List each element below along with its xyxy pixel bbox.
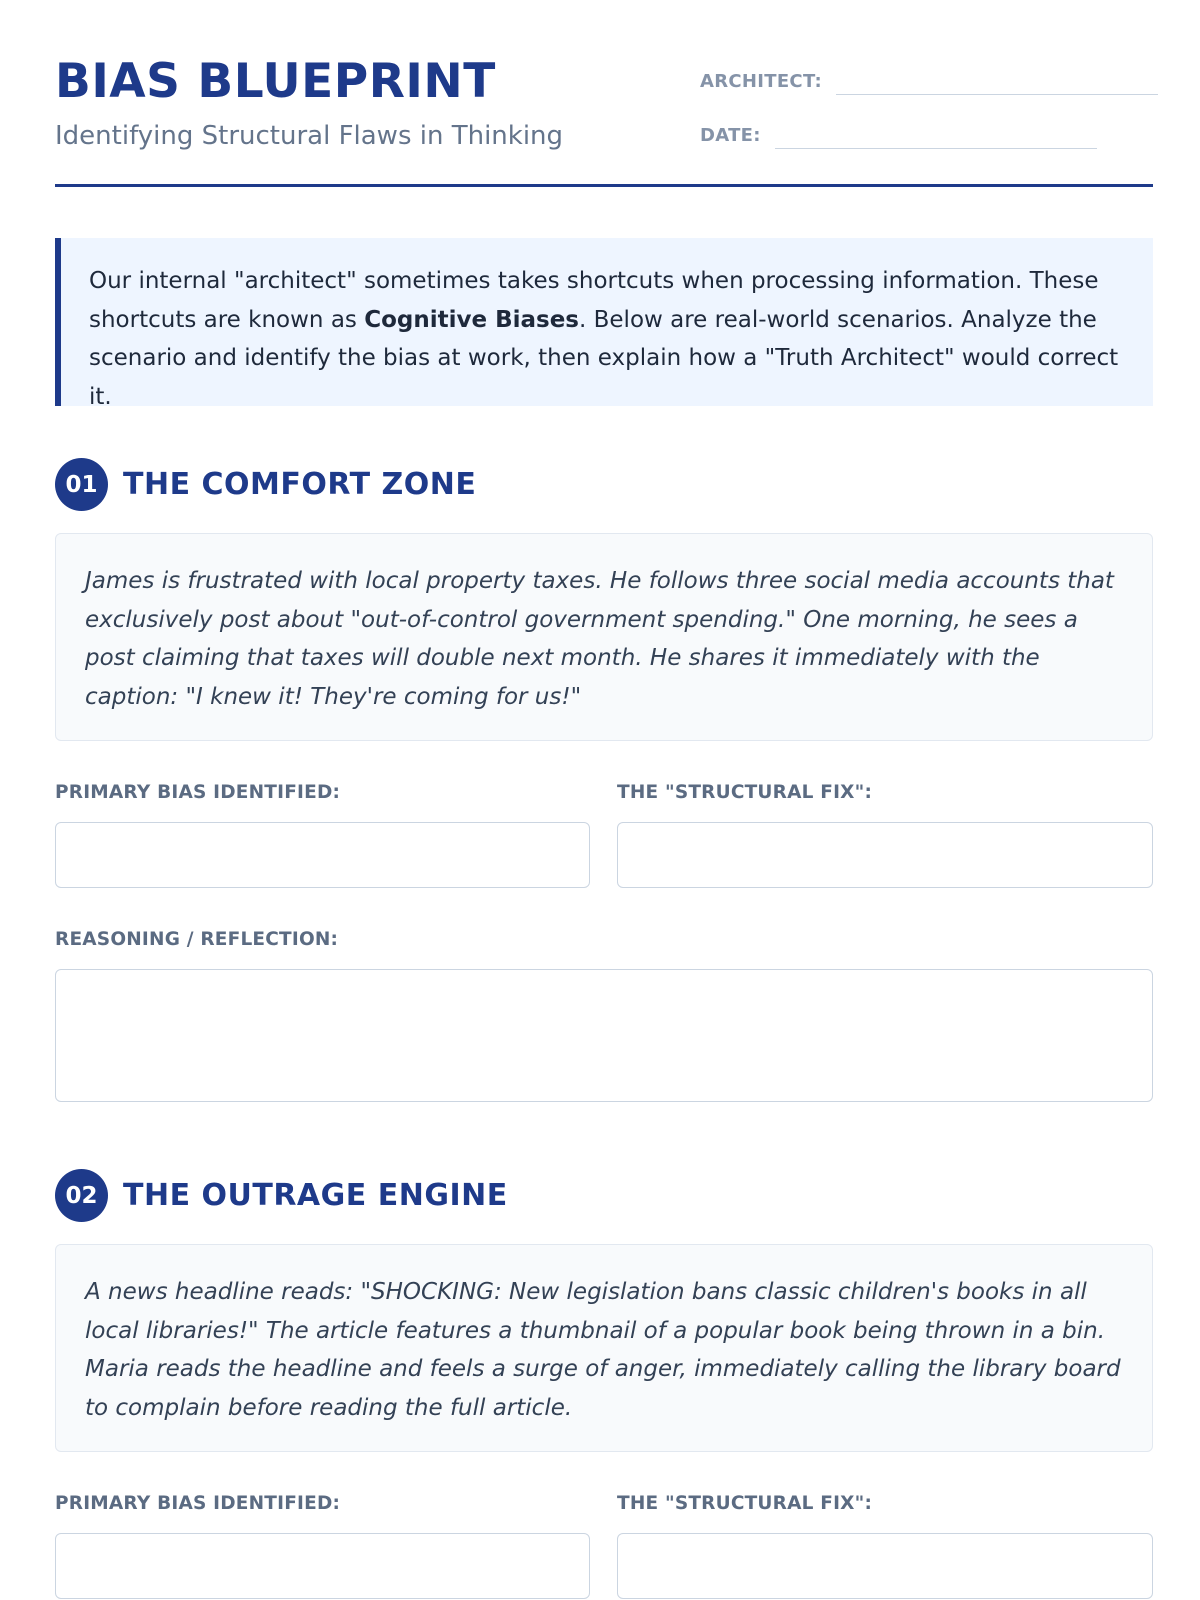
bias-input[interactable] [55,822,590,888]
scenario-box: A news headline reads: "SHOCKING: New legislation bans classic children's books in all local libraries!" The article features a thumbnail of a popular book being thrown in a bin. Maria reads the headline and feels a surge of anger, immediately calling the library board to complain before reading the full article. [55,1244,1153,1452]
section-header [55,1169,508,1222]
section-header [55,458,476,511]
section-number-badge: 01 [55,458,108,511]
header [55,0,1153,187]
fix-label: THE "STRUCTURAL FIX": [617,1493,873,1514]
fix-label: THE "STRUCTURAL FIX": [617,782,873,803]
date-field[interactable] [775,122,1097,149]
architect-row [700,68,1158,95]
reasoning-textarea[interactable] [55,969,1153,1102]
bias-input[interactable] [55,1533,590,1599]
page-subtitle: Identifying Structural Flaws in Thinking [55,121,564,151]
reasoning-label: REASONING / REFLECTION: [55,929,339,950]
bias-label: PRIMARY BIAS IDENTIFIED: [55,1493,341,1514]
date-label: DATE: [700,125,761,146]
intro-text-before: Our internal "architect" sometimes takes shortcuts when processing information. These shortcuts are known as [89,268,1099,333]
section-title: THE COMFORT ZONE [123,467,477,502]
intro-bold-term: Cognitive Biases [364,306,579,333]
intro-callout [55,238,1153,410]
fix-input[interactable] [617,1533,1153,1599]
page-title: BIAS BLUEPRINT [55,54,496,109]
section-number-badge: 02 [55,1169,108,1222]
section-title: THE OUTRAGE ENGINE [123,1178,508,1213]
intro-text-after: . Below are real-world scenarios. Analyze the scenario and identify the bias at work, then explain how a "Truth Architect" would correct it. [89,306,1119,410]
worksheet-page [55,0,1153,1514]
architect-label: ARCHITECT: [700,71,823,92]
bias-label: PRIMARY BIAS IDENTIFIED: [55,782,341,803]
date-row [700,122,1097,149]
fix-input[interactable] [617,822,1153,888]
scenario-box: James is frustrated with local property taxes. He follows three social media accounts that exclusively post about "out-of-control government spending." One morning, he sees a post claiming that taxes will double next month. He shares it immediately with the caption: "I knew it! They're coming for us!" [55,533,1153,741]
architect-field[interactable] [836,68,1158,95]
